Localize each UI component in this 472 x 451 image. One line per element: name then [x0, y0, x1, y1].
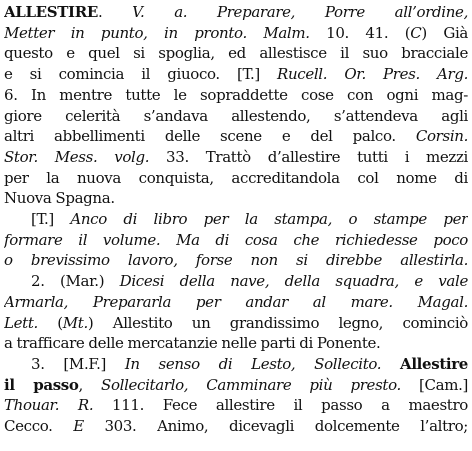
text-line [4, 354, 468, 375]
text-segment: V. a. Preparare, Porre all’ordine, [132, 3, 468, 21]
text-segment: 111. Fece allestire il passo a maestro [93, 396, 468, 415]
text-segment: 33. Trattò d’allestire tutti i mezzi [149, 147, 468, 166]
text-segment: 3. [M.F.] [31, 354, 125, 373]
text-segment: questo e quel si spoglia, ed allestisce il suo bracciale [4, 44, 468, 63]
text-line [4, 395, 468, 416]
text-segment: ) Già [421, 23, 468, 42]
text-line [4, 126, 468, 147]
text-segment: T. [242, 65, 255, 84]
text-segment: Nuova Spagna. [4, 189, 115, 208]
text-segment: e si comincia il giuoco. [ [4, 65, 243, 84]
text-segment: ALLESTIRE [4, 3, 98, 21]
text-segment: [Cam.] [400, 375, 468, 394]
text-segment: Cecco. [4, 417, 74, 436]
text-segment: Allestire [400, 354, 468, 373]
text-segment: Rucell. Or. Pres. Arg. [277, 65, 468, 84]
text-segment: C [410, 23, 422, 42]
text-segment: ] [48, 210, 71, 229]
text-segment: Lett. [4, 313, 38, 332]
text-segment: o brevissimo lavoro, forse non si direbbe allestirla. [4, 251, 468, 270]
text-line [4, 333, 468, 354]
text-line [4, 292, 468, 313]
text-segment: giore celerità s’andava allestendo, s’attendeva agli [4, 106, 468, 125]
text-segment: Sollecitarlo, Camminare più presto. [101, 375, 401, 394]
text-segment: Stor. Mess. volg. [4, 147, 150, 166]
text-segment: 6. In mentre tutte le sopraddette cose con ogni mag- [4, 85, 468, 104]
text-segment: Thouar. R. [4, 396, 94, 415]
text-segment: Corsin. [415, 127, 468, 146]
text-segment: [ [31, 210, 37, 229]
text-segment [381, 355, 400, 373]
text-segment: Anco di libro per la stampa, o stampe per [70, 210, 468, 229]
text-line [4, 23, 468, 44]
text-segment: ) Allestito un grandissimo legno, cominciò [87, 313, 468, 332]
text-line [4, 209, 468, 230]
text-segment: altri abbellimenti delle scene e del palco. [4, 127, 416, 146]
text-segment: il passo [4, 375, 79, 394]
text-line [4, 43, 468, 64]
text-line [4, 64, 468, 85]
text-segment: Metter in punto, in pronto. Malm. [4, 23, 310, 42]
text-segment: formare il volume. Ma di cosa che richiedesse poco [4, 230, 468, 249]
text-segment: . [97, 3, 133, 21]
text-segment: per la nuova conquista, accreditandola col nome di [4, 168, 468, 187]
text-segment: 2. (Mar.) [31, 272, 120, 291]
text-segment: ] [254, 65, 278, 84]
text-line [4, 147, 468, 168]
text-line [4, 2, 468, 23]
text-line [4, 416, 468, 437]
text-segment: 10. 41. ( [309, 23, 411, 42]
text-line [4, 106, 468, 127]
text-segment: ( [37, 313, 63, 332]
text-line [4, 168, 468, 189]
text-line [4, 230, 468, 251]
text-line [4, 375, 468, 396]
text-segment: T. [36, 210, 49, 229]
text-segment: , [78, 375, 102, 394]
text-segment: E [73, 417, 84, 436]
text-segment: 303. Animo, dicevagli dolcemente l’altro; [83, 417, 468, 436]
dictionary-entry-allestire [4, 2, 468, 449]
text-line [4, 85, 468, 106]
text-line [4, 313, 468, 334]
text-segment: Mt. [62, 313, 88, 332]
text-line [4, 250, 468, 271]
text-line [4, 188, 468, 209]
text-segment: Armarla, Prepararla per andar al mare. Magal. [4, 292, 468, 311]
text-segment: In senso di Lesto, Sollecito. [124, 354, 382, 373]
text-segment: a trafficare delle mercatanzie nelle parti di Ponente. [4, 334, 381, 353]
text-line [4, 271, 468, 292]
text-segment: Dicesi della nave, della squadra, e vale [119, 272, 468, 291]
